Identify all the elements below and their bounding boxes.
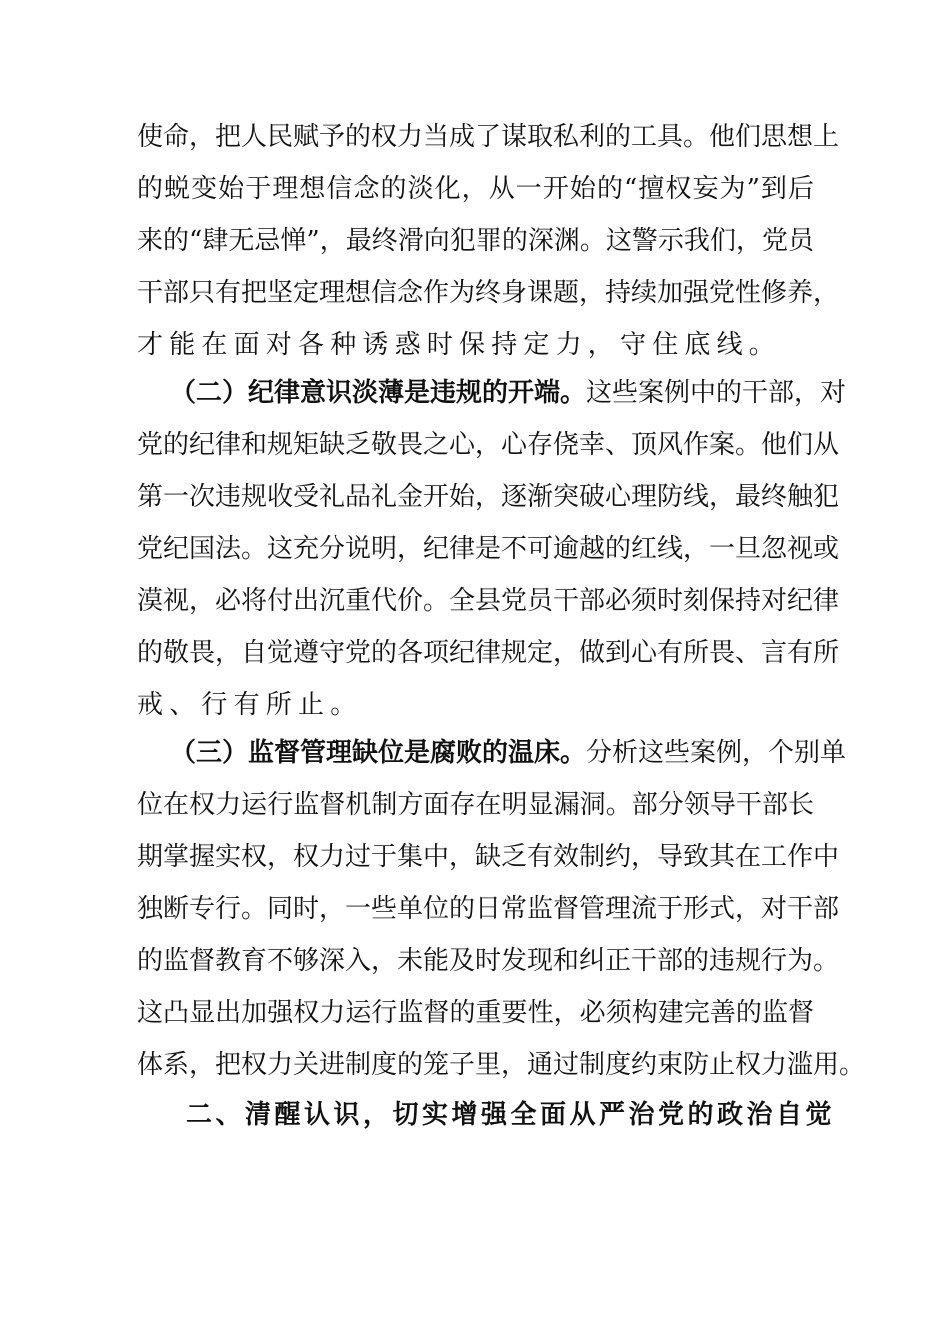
text-line: 党纪国法。这充分说明，纪律是不可逾越的红线，一旦忽视或 [137, 534, 840, 564]
text-line: 体系，把权力关进制度的笼子里，通过制度约束防止权力滥用。 [137, 1050, 866, 1080]
text-line: 第一次违规收受礼品礼金开始，逐渐突破心理防线，最终触犯 [137, 482, 840, 512]
text-line: 的监督教育不够深入，未能及时发现和纠正干部的违规行为。 [137, 946, 840, 976]
text-line [170, 727, 847, 779]
text-run: 这些案例中的干部，对 [586, 378, 847, 408]
text-line: 的蜕变始于理想信念的淡化，从一开始的“擅权妄为”到后 [137, 174, 814, 204]
text-line: 位在权力运行监督机制方面存在明显漏洞。部分领导干部长 [137, 790, 814, 820]
text-line: 使命，把人民赋予的权力当成了谋取私利的工具。他们思想上 [137, 122, 840, 152]
text-line: 戒、行有所止。 [137, 690, 363, 720]
text-line: 的敬畏，自觉遵守党的各项纪律规定，做到心有所畏、言有所 [137, 638, 840, 668]
text-line [170, 367, 847, 419]
text-line: 来的“肆无忌惮”，最终滑向犯罪的深渊。这警示我们，党员 [137, 226, 814, 256]
text-line: 漠视，必将付出沉重代价。全县党员干部必须时刻保持对纪律 [137, 586, 840, 616]
text-line: 独断专行。同时，一些单位的日常监督管理流于形式，对干部 [137, 894, 840, 924]
text-line: 干部只有把坚定理想信念作为终身课题，持续加强党性修养， [137, 278, 840, 308]
text-line: 党的纪律和规矩缺乏敬畏之心，心存侥幸、顶风作案。他们从 [137, 430, 840, 460]
subheading-discipline: （二）纪律意识淡薄是违规的开端。 [170, 378, 587, 408]
text-line: 期掌握实权，权力过于集中，缺乏有效制约，导致其在工作中 [137, 842, 840, 872]
text-run: 分析这些案例，个别单 [586, 738, 847, 768]
subheading-supervision: （三）监督管理缺位是腐败的温床。 [170, 738, 587, 768]
text-line: 才能在面对各种诱惑时保持定力，守住底线。 [137, 330, 782, 360]
section-heading: 二、清醒认识，切实增强全面从严治党的政治自觉 [186, 1100, 836, 1130]
text-line: 这凸显出加强权力运行监督的重要性，必须构建完善的监督 [137, 998, 814, 1028]
